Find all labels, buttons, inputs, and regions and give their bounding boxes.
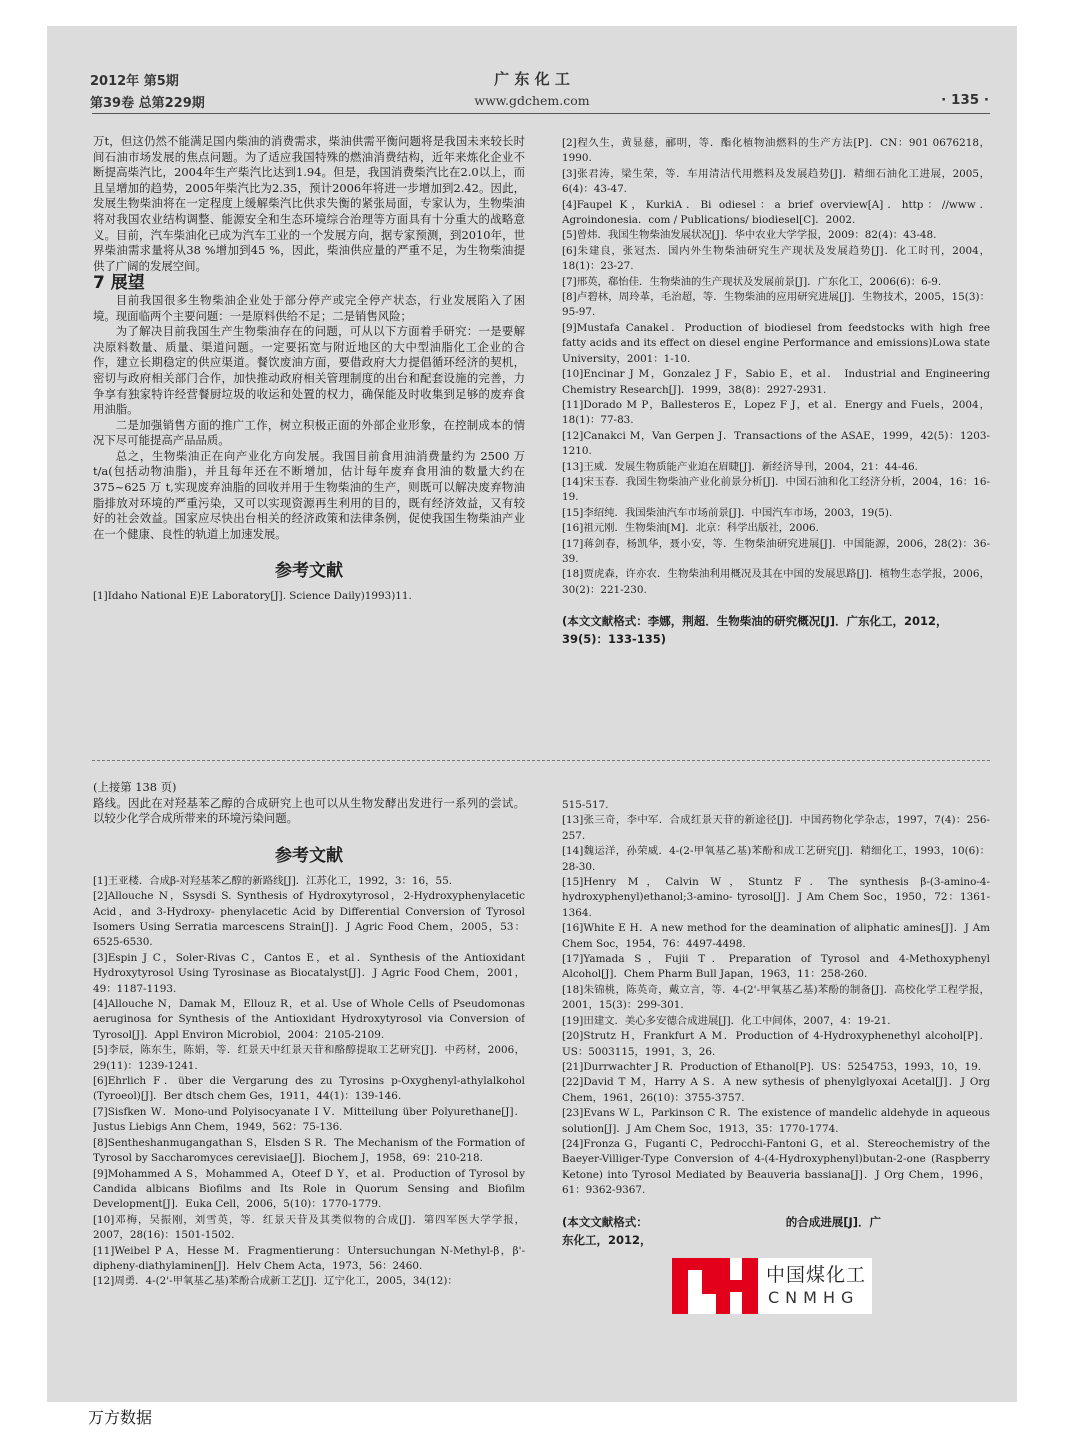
reference-item: [16]祖元刚．生物柴油[M]．北京：科学出版社，2006.	[562, 522, 819, 535]
reference-item: [14]魏运洋，孙荣威．4-(2-甲氧基乙基)苯酚和成工艺研究[J]．精细化工，1993，10(6)：28-30.	[562, 845, 990, 873]
reference-item: [15]Henry M，Calvin W，Stuntz F．The synthesis β-(3-amino-4-hydroxyphenyl)ethanol;3-amino- tyrosol[J]．J Am Chem Soc，1950，72：1361-1364.	[562, 876, 990, 919]
reference-item: [13]张三奇，李中军．合成红景天苷的新途径[J]．中国药物化学杂志，1997，7(4)：256-257.	[562, 814, 990, 842]
body-paragraph: 总之，生物柴油正在向产业化方向发展。我国目前食用油消费量约为 2500 万 t/a(包括动物油脂)，并且每年还在不断增加，估计每年废弃食用油的数量大约在 375~625 万 t,实现废弃油脂的回收并用于生物柴油的生产，则既可以解决废弃物油脂排放对环境的严重污染，又可以实现资源再生利用的目的，既有经济效益，又有较好的社会效益。国家应尽快出台相关的经济政策和法律条例，促使我国生物柴油产业在一个健康、良性的轨道上加速发展。	[93, 448, 525, 541]
reference-item: [15]李绍纯．我国柴油汽车市场前景[J]．中国汽车市场，2003，19(5).	[562, 506, 893, 519]
citation-format: (本文文献格式：李娜，荆超．生物柴油的研究概况[J]．广东化工，2012，39(5)：133-135)	[562, 614, 948, 647]
reference-item: [4]Faupel K，KurkiA．Bi odiesel：a brief overview[A]．http：//www．Agroindonesia．com / Publications/ biodiesel[C]．2002.	[562, 198, 990, 227]
reference-item: [2]程久生，黄显慈，郦明，等．酯化植物油燃料的生产方法[P]．CN：901 0676218，1990.	[562, 137, 990, 165]
header-journal: 广 东 化 工	[494, 70, 570, 88]
header-page-number: · 135 ·	[941, 92, 989, 108]
header-volume: 第39卷 总第229期	[90, 96, 205, 111]
header-rule	[92, 113, 990, 114]
footer-wanfang: 万方数据	[88, 1408, 153, 1427]
reference-item: [17]Yamada S，Fujii T．Preparation of Tyrosol and 4-Methoxyphenyl Alcohol[J]．Chem Pharm Bull Japan，1963，11：258-260.	[562, 953, 990, 981]
cnmhg-logo-mark-icon	[672, 1258, 758, 1314]
reference-item: [9]Mohammed A S，Mohammed A，Oteef D Y，et al．Production of Tyrosol by Candida albicans Biofilms and Its Role in Quorum Sensing and Biofilm Development[J]．Euka Cell，2006，5(10)：1770-1779.	[93, 1167, 525, 1211]
reference-item: [20]Strutz H，Frankfurt A M．Production of 4-Hydroxyphenethyl alcohol[P]．US：5003115，1991，3，26.	[562, 1030, 990, 1058]
reference-item: [13]王威．发展生物质能产业迫在眉睫[J]．新经济导刊，2004，21：44-46.	[562, 460, 918, 473]
body-paragraph: 目前我国很多生物柴油企业处于部分停产或完全停产状态，行业发展陷入了困境。现面临两个主要问题：一是原料供给不足；二是销售风险；	[93, 292, 525, 323]
reference-item: [24]Fronza G，Fuganti C，Pedrocchi-Fantoni G，et al．Stereochemistry of the Baeyer-Villiger-Type Conversion of 4-(4-Hydroxyphenyl)butan-2-one (Raspberry Ketone) into Tyrosol Mediated by Beauveria bassiana[J]．J Org Chem，1996，61：9362-9367.	[562, 1137, 990, 1197]
reference-item: 515-517.	[562, 799, 609, 811]
reference-item: [21]Durrwachter J R．Production of Ethanol[P]．US：5254753，1993，10，19.	[562, 1060, 982, 1073]
logo-text-cn: 中国煤化工	[766, 1264, 867, 1286]
references-heading: 参考文献	[275, 561, 343, 582]
reference-item: [18]贾虎森，许亦农．生物柴油利用概况及其在中国的发展思路[J]．植物生态学报，2006，30(2)：221-230.	[562, 568, 990, 596]
body-paragraph: 万t，但这仍然不能满足国内柴油的消费需求，柴油供需平衡问题将是我国未来较长时间石油市场发展的焦点问题。为了适应我国特殊的燃油消费结构，近年来炼化企业不断提高柴汽比，2004年生产柴汽比达到1.94。但是，我国消费柴汽比在2.0以上，而且呈增加的趋势，2005年柴汽比为2.35，预计2006年将进一步增加到2.42。因此，发展生物柴油将在一定程度上缓解柴汽比供求失衡的紧张局面，专家认为，生物柴油将对我国农业结构调整、能源安全和生态环境综合治理等方面具有十分重大的战略意义。目前，汽车柴油化已成为汽车工业的一个发展方向，据专家预测，到2010年，世界柴油需求量将从38 %增加到45 %，因此，柴油供应量的严重不足，为生物柴油提供了广阔的发展空间。	[93, 134, 525, 273]
reference-item: [7]Sisfken W．Mono-und Polyisocyanate I V．Mitteilung über Polyurethane[J]．Justus Liebigs Ann Chem，1949，562：75-136.	[93, 1105, 525, 1134]
reference-item: [19]田建文．美心多安德合成进展[J]．化工中间体，2007，4：19-21.	[562, 1014, 891, 1027]
section-divider	[92, 760, 990, 761]
reference-item: [12]Canakci M，Van Gerpen J．Transactions of the ASAE，1999，42(5)：1203-1210.	[562, 429, 990, 458]
reference-item: [3]Espin J C，Soler-Rivas C，Cantos E，et al．Synthesis of the Antioxidant Hydroxytyrosol Using Tyrosinase as Biocatalyst[J]．J Agric Food Chem，2001，49：1187-1193.	[93, 951, 525, 995]
citation-part: 的合成进展[J]．广	[785, 1214, 882, 1229]
logo-text-en: CNMHG	[768, 1288, 860, 1307]
reference-item: [1]Idaho National E)E Laboratory[J]. Science Daily)1993)11.	[93, 590, 412, 603]
cnmhg-logo	[672, 1258, 872, 1314]
reference-item: [17]蒋剑春，杨凯华，聂小安，等．生物柴油研究进展[J]．中国能源，2006，28(2)：36-39.	[562, 537, 990, 565]
reference-item: [5]李辰，陈东生，陈娟，等．红景天中红景天苷和酪醇提取工艺研究[J]．中药材，2006，29(11)：1239-1241.	[93, 1044, 525, 1072]
right-column-top	[562, 136, 990, 746]
reference-item: [16]White E H．A new method for the deamination of aliphatic amines[J]．J Am Chem Soc，1954，76：4497-4498.	[562, 922, 990, 950]
header-year-issue: 2012年 第5期	[90, 74, 179, 89]
references-heading: 参考文献	[275, 845, 343, 866]
reference-item: [1]王亚楼．合成β-对羟基苯乙醇的新路线[J]．江苏化工，1992，3：16，55.	[93, 874, 453, 887]
reference-item: [5]曾炜．我国生物柴油发展状况[J]．华中农业大学学报，2009：82(4)：43-48.	[562, 229, 937, 242]
reference-item: [8]Sentheshanmugangathan S，Elsden S R．The Mechanism of the Formation of Tyrosol by Saccharomyces cerevisiae[J]．Biochem J，1958，69：210-218.	[93, 1136, 525, 1165]
citation-format-bottom	[562, 1213, 990, 1249]
reference-item: [18]朱锦桃，陈英奇，戴立言，等．4-(2'-甲氧基乙基)苯酚的制备[J]．高校化学工程学报，2001，15(3)：299-301.	[562, 983, 990, 1012]
reference-item: [2]Allouche N，Ssysdi S. Synthesis of Hydroxytyrosol，2-Hydroxyphenylacetic Acid，and 3-Hydroxy- phenylacetic Acid by Differential Conversion of Tyrosol Isomers Using Serratia marcescens Strain[J]．J Agric Food Chem，2005，53：6525-6530.	[93, 890, 525, 949]
reference-item: [10]邓梅，吴振刚，刘雪英，等．红景天苷及其类似物的合成[J]．第四军医大学学报，2007，28(16)：1501-1502.	[93, 1213, 525, 1242]
reference-item: [14]宋玉春．我国生物柴油产业化前景分析[J]．中国石油和化工经济分析，2004，16：16-19.	[562, 475, 990, 504]
reference-item: [3]张君涛，梁生荣，等．车用清洁代用燃料及发展趋势[J]．精细石油化工进展，2005，6(4)：43-47.	[562, 167, 990, 196]
reference-item: [11]Weibel P A，Hesse M．Fragmentierung：Untersuchungan N-Methyl-β，β'-dipheny-diathylaminen[J]．Helv Chem Acta，1973，56：2460.	[93, 1244, 525, 1272]
body-paragraph: 路线。因此在对羟基苯乙醇的合成研究上也可以从生物发酵出发进行一系列的尝试。以较少化学合成所带来的环境污染问题。	[93, 795, 525, 826]
reference-item: [6]Ehrlich F．über die Vergarung des zu Tyrosins p-Oxyghenyl-athylalkohol (Tyroeol)[J]．Ber dtsch chem Ges，1911，44(1)：139-146.	[93, 1075, 525, 1103]
reference-item: [6]朱建良，张冠杰．国内外生物柴油研究生产现状及发展趋势[J]．化工时刊，2004，18(1)：23-27.	[562, 244, 990, 273]
reference-item: [11]Dorado M P，Ballesteros E，Lopez F J，et al．Energy and Fuels，2004，18(1)：77-83.	[562, 398, 990, 427]
reference-item: [12]周勇．4-(2'-甲氧基乙基)苯酚合成新工艺[J]．辽宁化工，2005，34(12)：	[93, 1275, 458, 1288]
left-column-top	[93, 134, 525, 744]
body-paragraph: 为了解决目前我国生产生物柴油存在的问题，可从以下方面着手研究：一是要解决原料数量、质量、渠道问题。一定要拓宽与附近地区的大中型油脂化工企业的合作，建立长期稳定的供应渠道。餐饮废油方面，要借政府大力提倡循环经济的契机，密切与政府相关部门合作，加快推动政府相关管理制度的出台和配套设施的完善，力争享有独家特许经营餐厨垃圾的收运和处置的权力，确保能及时收集到足够的废弃食用油脂。	[93, 324, 525, 417]
reference-item: [7]邢英，郗怡佳．生物柴油的生产现状及发展前景[J]．广东化工，2006(6)：6-9.	[562, 275, 942, 288]
continued-label: (上接第 138 页)	[93, 780, 177, 794]
reference-item: [8]卢碧林，周玲革，毛治超，等．生物柴油的应用研究进展[J]．生物技术，2005，15(3)：95-97.	[562, 291, 990, 319]
reference-item: [10]Encinar J M，Gonzalez J F，Sabio E，et al． Industrial and Engineering Chemistry Research[J]．1999，38(8)：2927-2931.	[562, 368, 990, 396]
reference-item: [22]David T M，Harry A S．A new sythesis of phenylglyoxai Acetal[J]．J Org Chem，1961，26(10)：3755-3757.	[562, 1076, 990, 1104]
section-title: 7 展望	[93, 273, 145, 294]
left-column-bottom	[93, 780, 525, 1370]
reference-item: [23]Evans W L，Parkinson C R．The existence of mandelic aldehyde in aqueous solution[J]．J Am Chem Soc，1913，35：1770-1774.	[562, 1107, 990, 1135]
reference-item: [4]Allouche N，Damak M，Ellouz R，et al. Use of Whole Cells of Pseudomonas aeruginosa for Synthesis of the Antioxidant Hydroxytyrosol via Conversion of Tyrosol[J]．Appl Environ Microbiol，2004：2105-2109.	[93, 998, 525, 1041]
citation-part: 东化工，2012，	[562, 1232, 652, 1247]
body-paragraph: 二是加强销售方面的推广工作，树立积极正面的外部企业形象，在控制成本的情况下尽可能提高产品品质。	[93, 417, 525, 448]
journal-page	[47, 26, 1017, 1402]
citation-part: (本文文献格式：	[562, 1214, 648, 1229]
reference-item: [9]Mustafa Canakel．Production of biodiesel from feedstocks with high free fatty acids and its effect on diesel engine Performance and emissions)Lowa state University，2001：1-10.	[562, 321, 990, 365]
header-website: www.gdchem.com	[474, 93, 590, 108]
